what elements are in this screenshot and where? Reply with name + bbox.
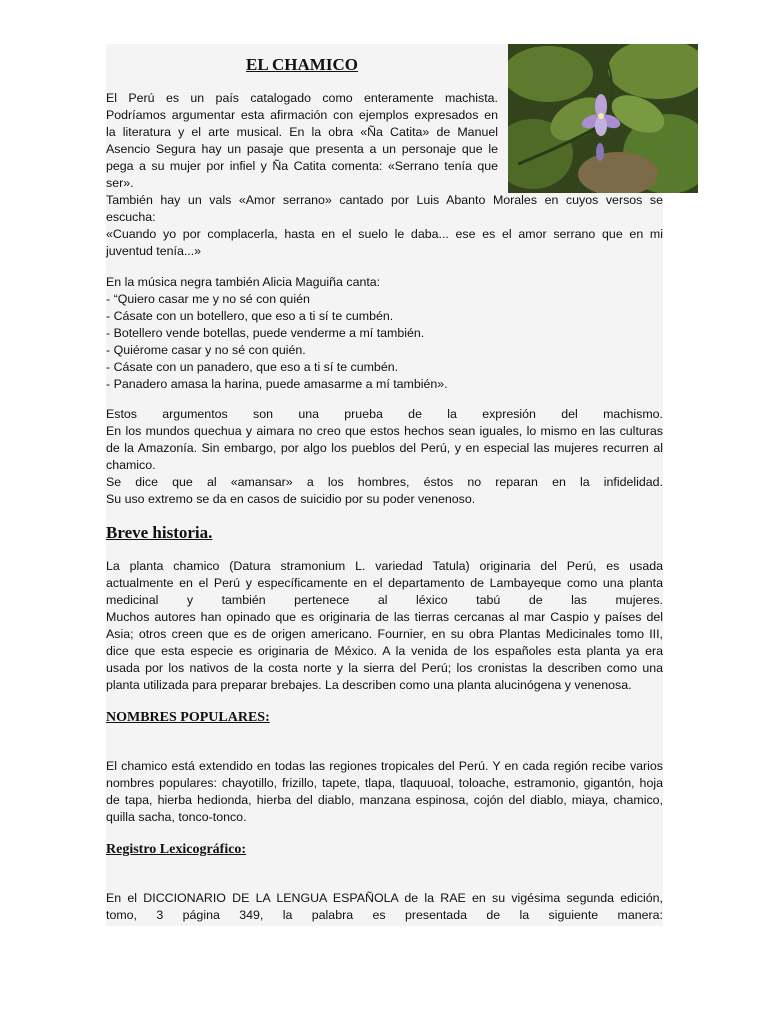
text-line: planta utilizada para preparar brebajes. La describen como una planta alucinógena y venenosa. [106, 678, 632, 692]
text-line: - Panadero amasa la harina, puede amasarme a mí también». [106, 377, 448, 391]
text-line: pega a su mujer por infiel y Ña Catita comenta: «Serrano tenía que [106, 159, 498, 173]
text-line: En la música negra también Alicia Maguiña canta: [106, 275, 381, 289]
lexicographic-heading: Registro Lexicográfico: [106, 842, 247, 857]
text-line: El Perú es un país catalogado como enteramente machista. [106, 91, 498, 105]
text-line: chamico. [106, 458, 156, 472]
text-line: Asia; otros creen que es de origen americano. Fournier, en su obra Plantas Medicinales tomo III, [106, 627, 663, 641]
text-line: La planta chamico (Datura stramonium L. variedad Tatula) originaria del Perú, es usada [106, 559, 663, 573]
text-line: - Cásate con un botellero, que eso a ti sí te cumbén. [106, 309, 394, 323]
text-line: usada por los nativos de la costa norte y la sierra del Perú; los cronistas la describen como una [106, 661, 663, 675]
history-heading: Breve historia. [106, 523, 213, 542]
text-line: de tapa, hierba hedionda, hierba del diablo, manzana espinosa, cojón del diablo, miaya, chamico, [106, 793, 663, 807]
text-line: nombres populares: chayotillo, frizillo, tapete, tlapa, tlaquuoal, toloache, estramonio, gigantón, hoja [106, 776, 663, 790]
text-line: escucha: [106, 210, 156, 224]
text-line: Podríamos argumentar esta afirmación con ejemplos expresados en [106, 108, 498, 122]
text-line: Su uso extremo se da en casos de suicidio por su poder venenoso. [106, 492, 476, 506]
text-line: El chamico está extendido en todas las regiones tropicales del Perú. Y en cada región recibe varios [106, 759, 663, 773]
text-line: ser». [106, 176, 134, 190]
text-line: Asencio Segura hay un pasaje que presenta a un personaje que le [106, 142, 498, 156]
text-line: - Cásate con un panadero, que eso a ti sí te cumbén. [106, 360, 399, 374]
text-line: medicinal y también pertenece al léxico tabú de las mujeres. [106, 593, 663, 607]
text-line: «Cuando yo por complacerla, hasta en el suelo le daba... ese es el amor serrano que en mi [106, 227, 663, 241]
text-line: - “Quiero casar me y no sé con quién [106, 292, 310, 306]
text-line: - Botellero vende botellas, puede venderme a mí también. [106, 326, 425, 340]
page-title: EL CHAMICO [246, 55, 358, 74]
text-line: de la Amazonía. Sin embargo, por algo los pueblos del Perú, y en especial las mujeres recurren al [106, 441, 663, 455]
text-line: Muchos autores han opinado que es originaria de las tierras cercanas al mar Caspio y países del [106, 610, 663, 624]
text-line: Estos argumentos son una prueba de la expresión del machismo. [106, 407, 663, 421]
text-line: juventud tenía...» [106, 244, 202, 258]
text-line: quilla sacha, tonco-tonco. [106, 810, 247, 824]
text-line: la literatura y el arte musical. En la obra «Ña Catita» de Manuel [106, 125, 498, 139]
text-line: - Quiérome casar y no sé con quién. [106, 343, 306, 357]
text-line: También hay un vals «Amor serrano» cantado por Luis Abanto Morales en cuyos versos se [106, 193, 663, 207]
chamico-flower-photo [508, 44, 698, 193]
text-line: tomo, 3 página 349, la palabra es presentada de la siguiente manera: [106, 908, 663, 922]
popular-names-heading: NOMBRES POPULARES: [106, 710, 270, 725]
text-line: En los mundos quechua y aimara no creo que estos hechos sean iguales, lo mismo en las culturas [106, 424, 663, 438]
text-line: dice que esta especie es originaria de México. A la venida de los españoles esta planta ya era [106, 644, 663, 658]
text-line: actualmente en el Perú y específicamente en el departamento de Lambayeque como una planta [106, 576, 663, 590]
text-line: En el DICCIONARIO DE LA LENGUA ESPAÑOLA de la RAE en su vigésima segunda edición, [106, 891, 663, 905]
text-line: Se dice que al «amansar» a los hombres, éstos no reparan en la infidelidad. [106, 475, 663, 489]
